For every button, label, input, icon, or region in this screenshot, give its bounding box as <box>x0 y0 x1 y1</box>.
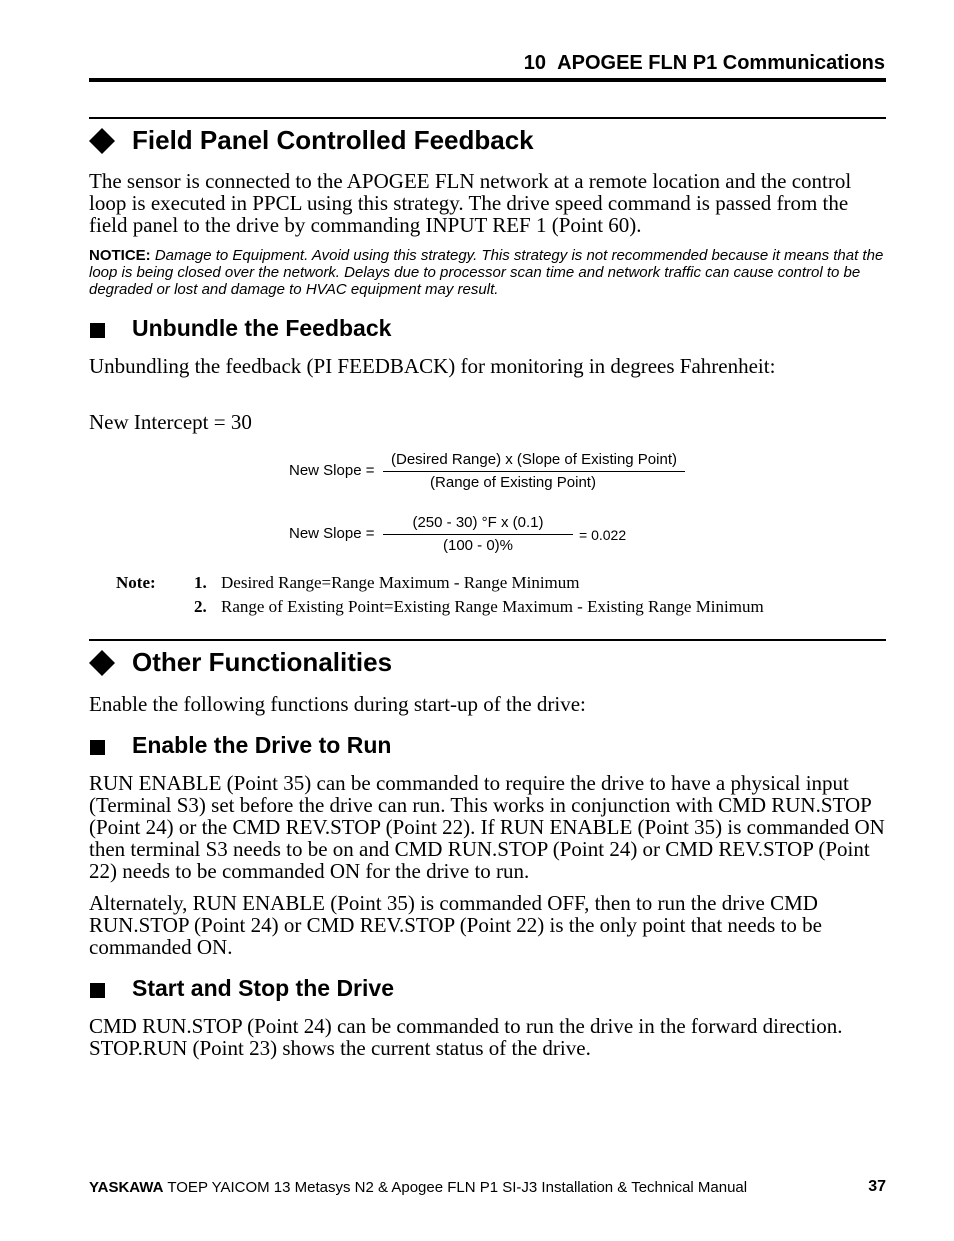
note-label: Note: <box>116 573 156 592</box>
body-paragraph: The sensor is connected to the APOGEE FLN network at a remote location and the control loop is executed in PPCL using this strategy. The drive speed command is passed from the field panel to the drive by commanding INPUT REF 1 (Point 60). <box>89 169 852 237</box>
notice-block <box>89 247 889 298</box>
note-item: Range of Existing Point=Existing Range Maximum - Existing Range Minimum <box>221 597 764 616</box>
equation-numerator: (Desired Range) x (Slope of Existing Point) <box>391 451 677 468</box>
subsection-heading <box>89 732 391 759</box>
body-paragraph: CMD RUN.STOP (Point 24) can be commanded to run the drive in the forward direction. STOP.RUN (Point 23) shows the current status of the drive. <box>89 1014 843 1060</box>
subsection-title: Start and Stop the Drive <box>132 975 394 1001</box>
subsection-heading <box>89 975 394 1002</box>
section-heading <box>89 125 534 156</box>
section-rule <box>89 639 886 641</box>
note-item: Desired Range=Range Maximum - Range Minimum <box>221 573 580 592</box>
footer-manual-title: TOEP YAICOM 13 Metasys N2 & Apogee FLN P1 SI-J3 Installation & Technical Manual <box>167 1179 748 1196</box>
notice-text: Damage to Equipment. Avoid using this strategy. This strategy is not recommended because it means that the loop is being closed over the network. Delays due to processor scan time and network traffic can cause control to be degraded or lost and damage to HVAC equipment may result. <box>89 247 884 298</box>
subsection-title: Enable the Drive to Run <box>132 732 392 758</box>
header-rule <box>89 78 886 82</box>
diamond-icon <box>89 128 115 154</box>
footer <box>89 1179 747 1196</box>
subsection-title: Unbundle the Feedback <box>132 315 392 341</box>
square-icon <box>90 740 105 755</box>
body-paragraph: Alternately, RUN ENABLE (Point 35) is commanded OFF, then to run the drive CMD RUN.STOP (Point 24) or CMD REV.STOP (Point 22) is the only point that needs to be commanded ON. <box>89 891 822 959</box>
square-icon <box>90 323 105 338</box>
note-number: 1. <box>194 573 207 592</box>
fraction-bar <box>383 471 685 472</box>
fraction-bar <box>383 534 573 535</box>
equation-lhs: New Slope = <box>289 525 375 542</box>
page-number: 37 <box>868 1178 886 1195</box>
equation-denominator: (Range of Existing Point) <box>430 474 596 491</box>
intercept-line: New Intercept = 30 <box>89 410 252 434</box>
section-title: Field Panel Controlled Feedback <box>132 125 534 155</box>
equation-numerator: (250 - 30) °F x (0.1) <box>412 514 544 531</box>
equation-denominator: (100 - 0)% <box>442 537 514 554</box>
section-rule <box>89 117 886 119</box>
running-header <box>524 52 885 75</box>
body-paragraph: RUN ENABLE (Point 35) can be commanded to require the drive to have a physical input (Terminal S3) set before the drive can run. This works in conjunction with CMD RUN.STOP (Point 24) or the CMD REV.STOP (Point 22). If RUN ENABLE (Point 35) is commanded ON then terminal S3 needs to be on and CMD RUN.STOP (Point 24) or CMD REV.STOP (Point 22) needs to be commanded ON for the drive to run. <box>89 771 885 883</box>
footer-brand: YASKAWA <box>89 1179 164 1196</box>
diamond-icon <box>89 650 115 676</box>
square-icon <box>90 983 105 998</box>
notice-label: NOTICE: <box>89 247 151 264</box>
body-paragraph: Unbundling the feedback (PI FEEDBACK) for monitoring in degrees Fahrenheit: <box>89 354 776 378</box>
equation-result: = 0.022 <box>579 527 627 543</box>
subsection-heading <box>89 315 391 342</box>
chapter-title: APOGEE FLN P1 Communications <box>557 52 885 74</box>
note-number: 2. <box>194 597 207 616</box>
chapter-number: 10 <box>523 52 547 74</box>
body-paragraph: Enable the following functions during start-up of the drive: <box>89 692 586 716</box>
section-heading <box>89 647 392 678</box>
section-title: Other Functionalities <box>132 647 393 677</box>
equation-lhs: New Slope = <box>289 462 375 479</box>
